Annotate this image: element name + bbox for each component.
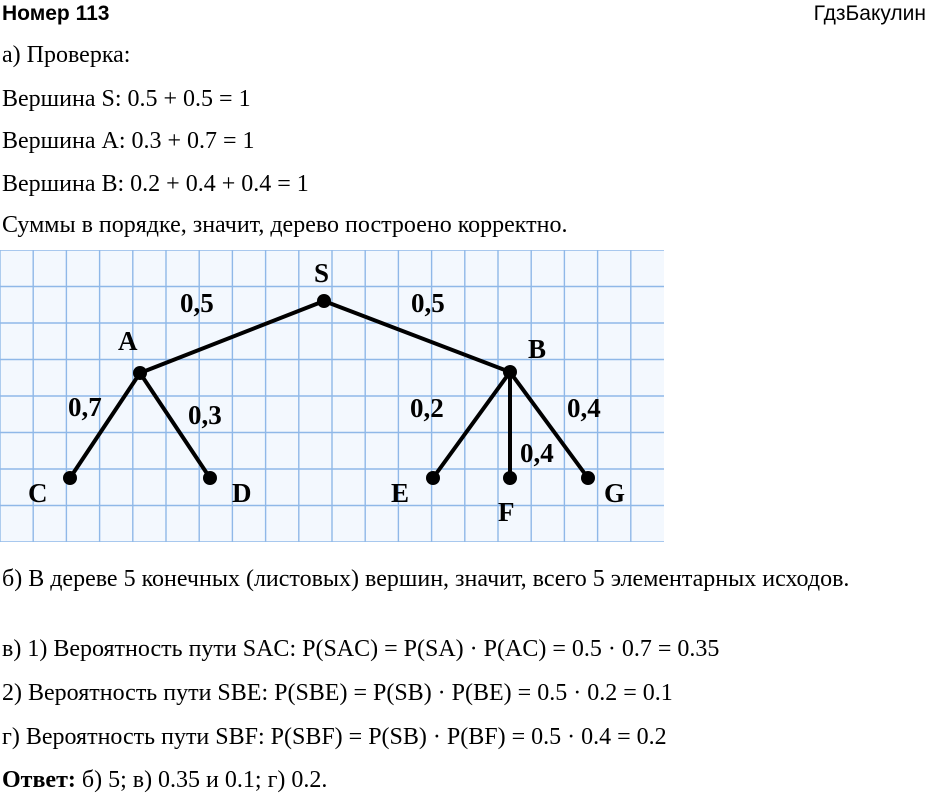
node-s-label: S bbox=[314, 258, 330, 288]
edge-sb-weight: 0,5 bbox=[411, 288, 445, 318]
node-e-dot bbox=[426, 471, 440, 485]
part-v-line-1: в) 1) Вероятность пути SAC: P(SAC) = P(SA) · P(AC) = 0.5 · 0.7 = 0.35 bbox=[2, 636, 720, 662]
node-d-dot bbox=[203, 471, 217, 485]
node-c-label: C bbox=[28, 478, 48, 508]
header bbox=[0, 2, 930, 30]
part-g-line: г) Вероятность пути SBF: P(SBF) = P(SB) · P(BF) = 0.5 · 0.4 = 0.2 bbox=[2, 724, 667, 750]
node-f-label: F bbox=[498, 497, 515, 527]
edge-bf-weight: 0,4 bbox=[520, 438, 554, 468]
node-g-dot bbox=[581, 471, 595, 485]
part-v-line-2: 2) Вероятность пути SBE: P(SBE) = P(SB) · P(BE) = 0.5 · 0.2 = 0.1 bbox=[2, 680, 673, 706]
part-a-heading: а) Проверка: bbox=[2, 42, 131, 68]
answer-line bbox=[2, 767, 327, 794]
node-s-dot bbox=[317, 294, 331, 308]
check-line-b: Вершина B: 0.2 + 0.4 + 0.4 = 1 bbox=[2, 171, 309, 197]
node-f-dot bbox=[503, 471, 517, 485]
node-b-dot bbox=[503, 365, 517, 379]
edge-ad-weight: 0,3 bbox=[188, 400, 222, 430]
node-b-label: B bbox=[528, 334, 547, 364]
node-a-dot bbox=[133, 366, 147, 380]
edge-ac-weight: 0,7 bbox=[68, 392, 102, 422]
probability-tree-diagram bbox=[0, 250, 664, 542]
node-c-dot bbox=[63, 471, 77, 485]
brand-logo: ГдзБакулин bbox=[813, 2, 926, 25]
node-a-label: A bbox=[118, 326, 138, 356]
edge-be-weight: 0,2 bbox=[410, 393, 444, 423]
check-line-s: Вершина S: 0.5 + 0.5 = 1 bbox=[2, 86, 251, 112]
edge-sa-weight: 0,5 bbox=[180, 288, 214, 318]
part-b-text: б) В дереве 5 конечных (листовых) вершин, значит, всего 5 элементарных исходов. bbox=[2, 566, 850, 592]
edge-bg-weight: 0,4 bbox=[567, 393, 601, 423]
node-d-label: D bbox=[232, 478, 252, 508]
node-e-label: E bbox=[391, 478, 410, 508]
page-title: Номер 113 bbox=[2, 2, 110, 25]
check-line-a: Вершина A: 0.3 + 0.7 = 1 bbox=[2, 128, 255, 154]
answer-label: Ответ: bbox=[2, 767, 76, 793]
conclusion-text: Суммы в порядке, значит, дерево построено корректно. bbox=[2, 212, 568, 238]
node-g-label: G bbox=[604, 478, 626, 508]
answer-text: б) 5; в) 0.35 и 0.1; г) 0.2. bbox=[75, 767, 328, 793]
